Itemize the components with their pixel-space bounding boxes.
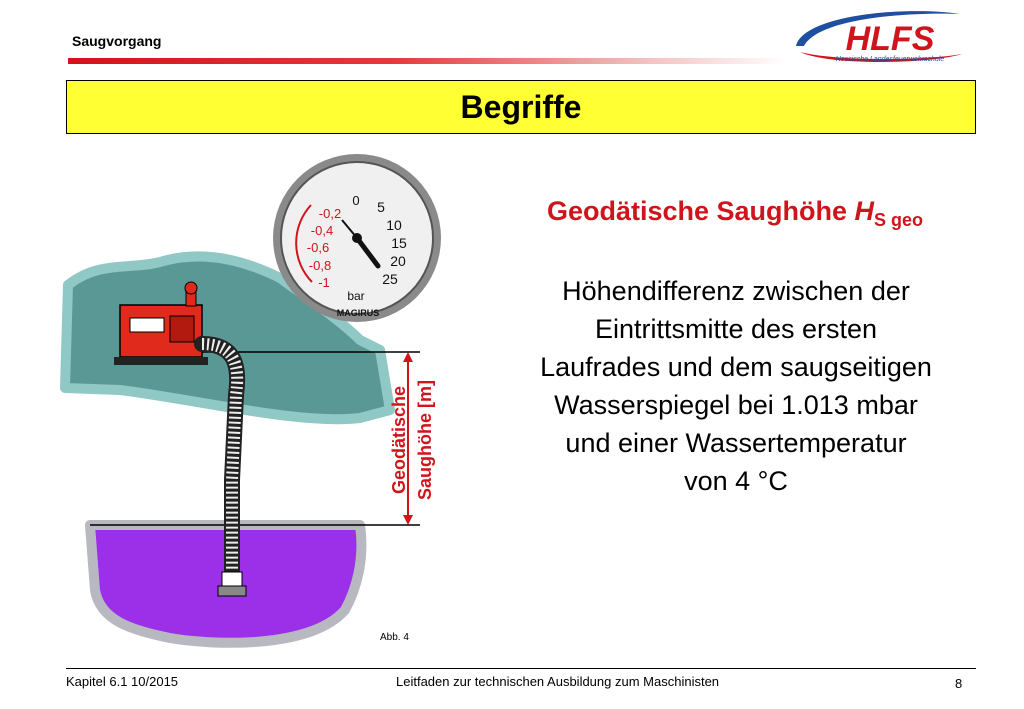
logo-wordmark: HLFS <box>845 20 935 58</box>
gauge-tick: -0,8 <box>308 258 332 273</box>
footer-title: Leitfaden zur technischen Ausbildung zum Maschinisten <box>396 674 720 689</box>
definition-line: Eintrittsmitte des ersten <box>594 314 878 344</box>
figure-caption: Abb. 4 <box>380 632 409 643</box>
definition-line: Laufrades und dem saugseitigen <box>540 352 932 382</box>
definition-line: Wasserspiegel bei 1.013 mbar <box>554 390 918 420</box>
definition-line: von 4 °C <box>684 466 788 496</box>
header-rule <box>68 58 788 64</box>
gauge-tick: -1 <box>318 275 330 290</box>
gauge-tick: 25 <box>382 271 398 287</box>
pressure-gauge-icon <box>273 154 441 322</box>
gauge-unit: bar <box>347 289 365 303</box>
gauge-tick: 5 <box>377 199 385 215</box>
definition-line: und einer Wassertemperatur <box>565 428 907 458</box>
gauge-tick: 0 <box>352 193 360 208</box>
hlfs-logo <box>790 6 968 66</box>
definition-line: Höhendifferenz zwischen der <box>562 276 910 306</box>
term-symbol: H <box>854 196 875 226</box>
page-number: 8 <box>955 676 963 691</box>
definition-text <box>498 272 974 500</box>
term-title <box>500 196 970 231</box>
slide-title: Begriffe <box>66 80 976 134</box>
footer-rule <box>66 668 976 669</box>
gauge-tick: 20 <box>390 253 406 269</box>
gauge-tick: 15 <box>391 235 407 251</box>
term-name: Geodätische Saughöhe <box>546 196 855 226</box>
height-label-line1: Geodätische <box>389 385 409 495</box>
term-subscript: S geo <box>874 210 924 230</box>
height-label-line2: Saughöhe [m] <box>415 380 435 500</box>
logo-subtitle: Hessische Landesfeuerwehrschule <box>835 56 945 63</box>
header-section-label: Saugvorgang <box>72 33 162 49</box>
suction-illustration <box>60 150 460 660</box>
gauge-tick: -0,6 <box>306 240 330 255</box>
gauge-tick: -0,2 <box>318 206 342 221</box>
gauge-tick: -0,4 <box>310 223 334 238</box>
gauge-brand: MAGIRUS <box>336 308 380 318</box>
footer-chapter: Kapitel 6.1 10/2015 <box>66 674 179 689</box>
gauge-tick: 10 <box>386 217 402 233</box>
